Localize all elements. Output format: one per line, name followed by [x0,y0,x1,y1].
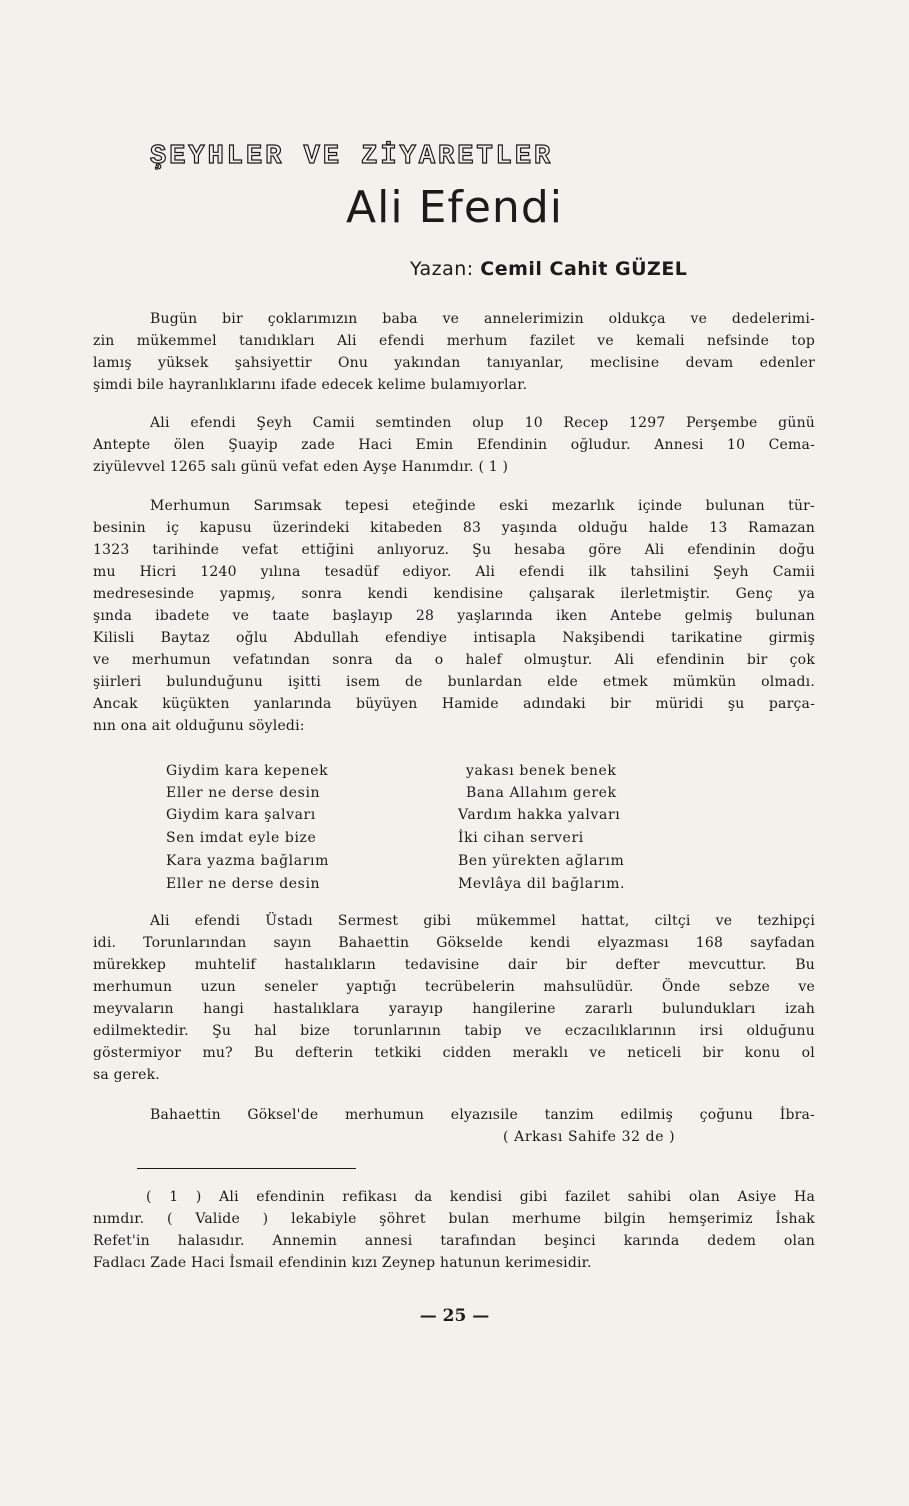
text-line: Antepte ölen Şuayip zade Haci Emin Efendinin oğludur. Annesi 10 Cema- [93,437,815,453]
text-line: edilmektedir. Şu hal bize torunlarının tabip ve eczacılıklarının irsi olduğunu [93,1023,815,1039]
page-number: — 25 — [419,1306,490,1326]
poem-line-left: Giydim kara şalvarı [166,807,316,823]
text-line: sa gerek. [93,1067,160,1083]
text-line: besinin iç kapusu üzerindeki kitabeden 83 yaşında olduğu halde 13 Ramazan [93,520,815,536]
text-line: mürekkep muhtelif hastalıkların tedavisine dair bir defter mevcuttur. Bu [93,957,815,973]
text-line: Bahaettin Göksel'de merhumun elyazısile tanzim edilmiş çoğunu İbra- [150,1107,815,1123]
poem-line-left: Eller ne derse desin [166,785,321,801]
text-line: Ali efendi Üstadı Sermest gibi mükemmel hattat, ciltçi ve tezhipçi [150,913,815,929]
poem-line-right: Bana Allahım gerek [466,785,617,801]
poem-line-left: Kara yazma bağlarım [166,853,329,869]
text-line: ziyülevvel 1265 salı günü vefat eden Ayşe Hanımdır. ( 1 ) [93,459,509,475]
text-line: ve merhumun vefatından sonra da o halef olmuştur. Ali efendinin bir çok [93,652,815,668]
footnote-line: ( 1 ) Ali efendinin refikası da kendisi gibi fazilet sahibi olan Asiye Ha [146,1189,815,1205]
poem-line-right: İki cihan serveri [458,830,584,846]
footnote-line: nımdır. ( Valide ) lekabiyle şöhret bulan merhume bilgin hemşerimiz İshak [93,1211,815,1227]
text-line: medresesinde yapmış, sonra kendi kendisine çalışarak ilerletmiştir. Genç ya [93,586,815,602]
poem-line-right: Vardım hakka yalvarı [458,807,621,823]
text-line: lamış yüksek şahsiyettir Onu yakından tanıyanlar, meclisine devam edenler [93,355,815,371]
text-line: şimdi bile hayranlıklarını ifade edecek kelime bulamıyorlar. [93,377,528,393]
text-line: mu Hicri 1240 yılına tesadüf ediyor. Ali efendi ilk tahsilini Şeyh Camii [93,564,815,580]
footnote-divider [137,1168,356,1169]
poem-line-left: Giydim kara kepenek [166,763,329,779]
poem-line-left: Eller ne derse desin [166,876,321,892]
text-line: meyvaların hangi hastalıklara yarayıp hangilerine zararlı bulundukları izah [93,1001,815,1017]
article-title: Ali Efendi [346,182,563,233]
author-name: Cemil Cahit GÜZEL [480,258,688,280]
author-byline [410,258,687,280]
text-line: nın ona ait olduğunu söyledi: [93,718,305,734]
text-line: şiirleri bulunduğunu işitti isem de bunlardan elde etmek mümkün olmadı. [93,674,815,690]
poem-line-left: Sen imdat eyle bize [166,830,317,846]
poem-line-right: yakası benek benek [466,763,617,779]
text-line: şında ibadete ve taate başlayıp 28 yaşlarında iken Antebe gelmiş bulunan [93,608,815,624]
text-line: Ancak küçükten yanlarında büyüyen Hamide adındaki bir müridi şu parça- [93,696,815,712]
footnote-line: Fadlacı Zade Haci İsmail efendinin kızı Zeynep hatunun kerimesidir. [93,1255,592,1271]
poem-line-right: Mevlâya dil bağlarım. [458,876,626,892]
text-line: merhumun uzun seneler yaptığı tecrübelerin mahsulüdür. Önde sebze ve [93,979,815,995]
author-label: Yazan: [410,258,474,280]
text-line: Merhumun Sarımsak tepesi eteğinde eski mezarlık içinde bulunan tür- [150,498,815,514]
poem-line-right: Ben yürekten ağlarım [458,853,625,869]
text-line: Kilisli Baytaz oğlu Abdullah efendiye intisapla Nakşibendi tarikatine girmiş [93,630,815,646]
section-header: ŞEYHLER VE ZİYARETLER [150,142,554,172]
text-line: idi. Torunlarından sayın Bahaettin Gökselde kendi elyazması 168 sayfadan [93,935,815,951]
text-line: göstermiyor mu? Bu defterin tetkiki cidden meraklı ve neticeli bir konu ol [93,1045,815,1061]
text-line: Ali efendi Şeyh Camii semtinden olup 10 Recep 1297 Perşembe günü [150,415,815,431]
footnote-line: Refet'in halasıdır. Annemin annesi tarafından beşinci karında dedem olan [93,1233,815,1249]
text-line: Bugün bir çoklarımızın baba ve annelerimizin oldukça ve dedelerimi- [150,311,815,327]
text-line: zin mükemmel tanıdıkları Ali efendi merhum fazilet ve kemali nefsinde top [93,333,815,349]
continuation-note: ( Arkası Sahife 32 de ) [503,1129,676,1145]
text-line: 1323 tarihinde vefat ettiğini anlıyoruz. Şu hesaba göre Ali efendinin doğu [93,542,815,558]
